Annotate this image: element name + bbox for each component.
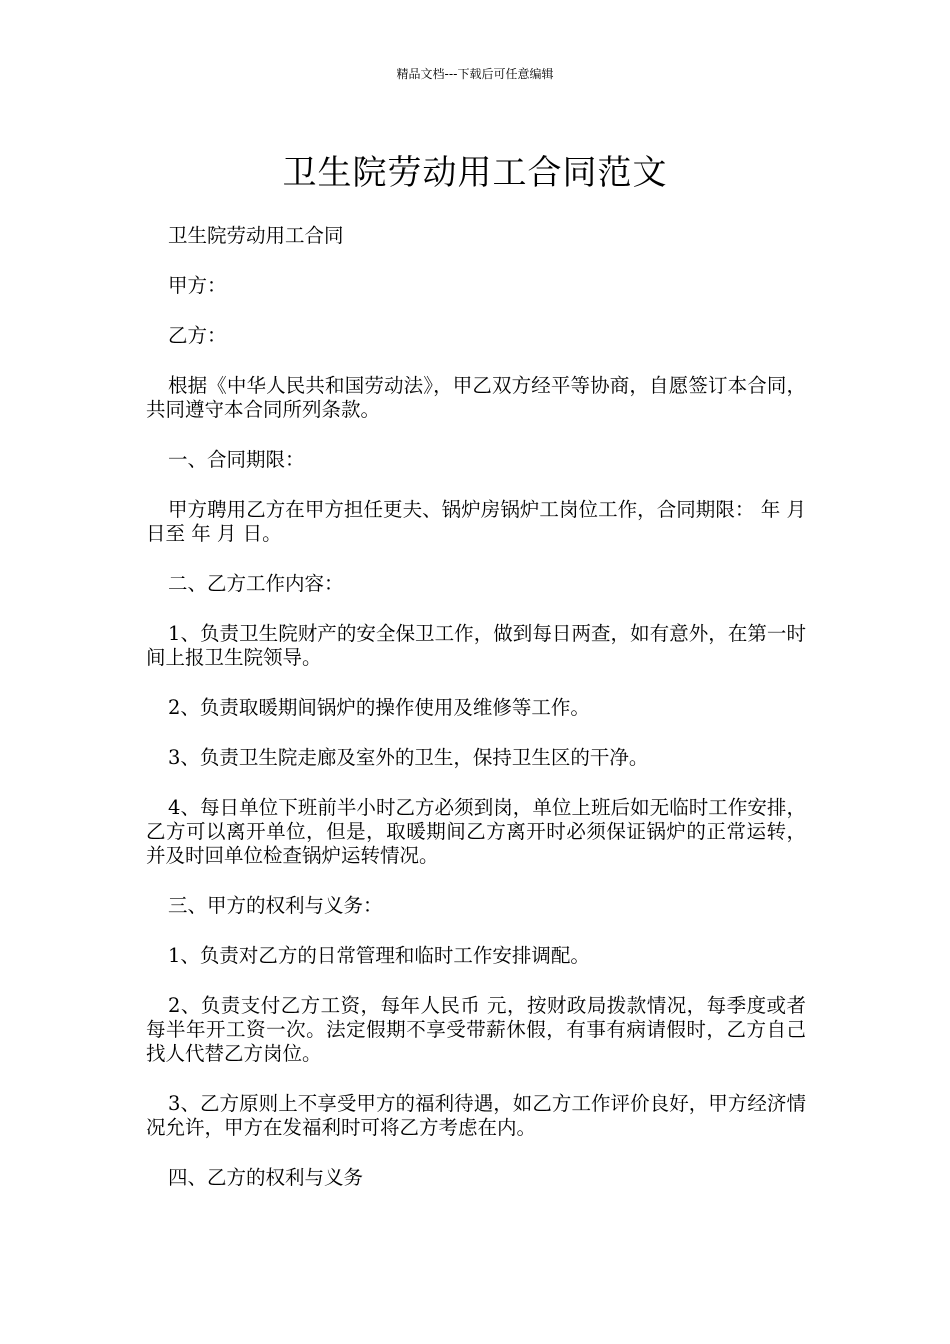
term-paragraph: 甲方聘用乙方在甲方担任更夫、锅炉房锅炉工岗位工作，合同期限： 年 月 日至 年 月 日。 [146, 498, 806, 545]
section-heading-party-a-rights: 三、甲方的权利与义务： [168, 894, 383, 917]
duty-item-4: 4、每日单位下班前半小时乙方必须到岗，单位上班后如无临时工作安排，乙方可以离开单位，但是，取暖期间乙方离开时必须保证锅炉的正常运转，并及时回单位检查锅炉运转情况。 [146, 796, 806, 867]
party-b-line: 乙方： [168, 324, 227, 347]
party-a-item-2: 2、负责支付乙方工资，每年人民币 元，按财政局拨款情况，每季度或者每半年开工资一次。法定假期不享受带薪休假，有事有病请假时，乙方自己找人代替乙方岗位。 [146, 994, 806, 1065]
duty-item-3: 3、负责卫生院走廊及室外的卫生，保持卫生区的干净。 [168, 746, 649, 769]
document-body [146, 224, 806, 1216]
preamble-paragraph: 根据《中华人民共和国劳动法》，甲乙双方经平等协商，自愿签订本合同，共同遵守本合同所列条款。 [146, 374, 806, 421]
section-heading-duties: 二、乙方工作内容： [168, 572, 344, 595]
party-a-item-1: 1、负责对乙方的日常管理和临时工作安排调配。 [168, 944, 590, 967]
section-heading-term: 一、合同期限： [168, 448, 305, 471]
header-note: 精品文档---下载后可任意编辑 [396, 67, 554, 81]
document-title: 卫生院劳动用工合同范文 [282, 152, 668, 193]
duty-item-2: 2、负责取暖期间锅炉的操作使用及维修等工作。 [168, 696, 590, 719]
duty-item-1: 1、负责卫生院财产的安全保卫工作，做到每日两查，如有意外，在第一时间上报卫生院领导。 [146, 622, 806, 669]
party-a-item-3: 3、乙方原则上不享受甲方的福利待遇，如乙方工作评价良好，甲方经济情况允许，甲方在发福利时可将乙方考虑在内。 [146, 1092, 806, 1139]
contract-heading: 卫生院劳动用工合同 [168, 224, 344, 247]
section-heading-party-b-rights: 四、乙方的权利与义务 [168, 1166, 364, 1189]
party-a-line: 甲方： [168, 274, 227, 297]
